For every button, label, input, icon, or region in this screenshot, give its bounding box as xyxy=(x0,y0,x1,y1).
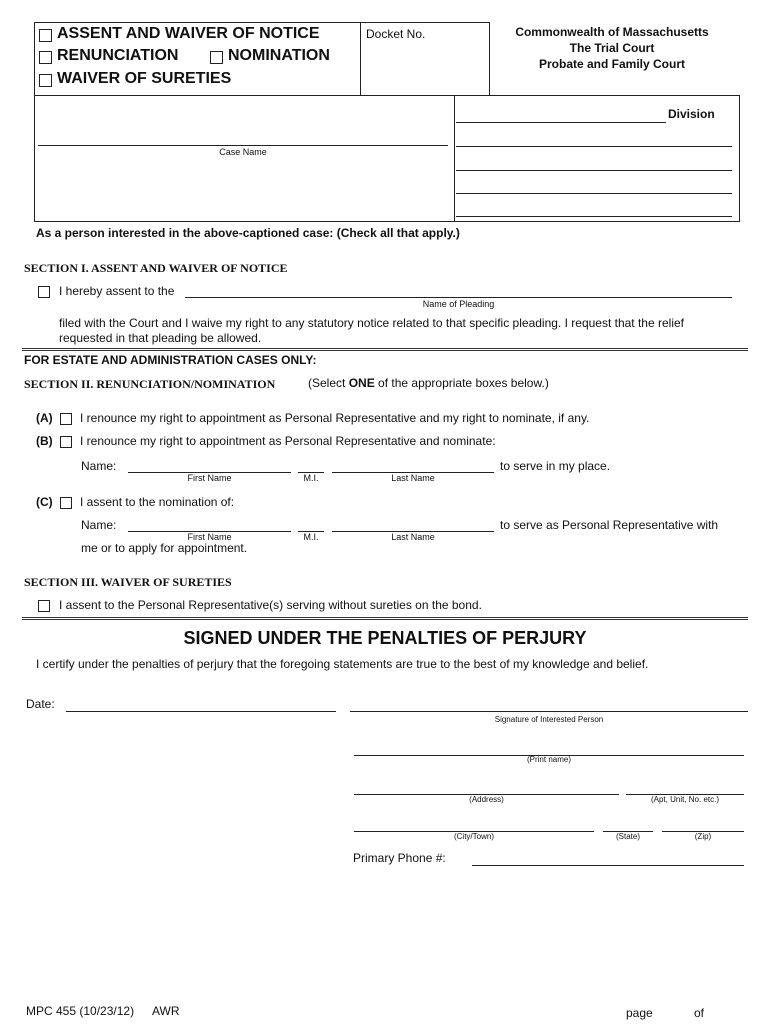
caption-divider xyxy=(454,95,455,222)
option-c-name-label: Name: xyxy=(81,518,117,532)
section1-title: SECTION I. ASSENT AND WAIVER OF NOTICE xyxy=(24,261,288,275)
section3-checkbox[interactable] xyxy=(38,600,50,612)
case-caption-line-4[interactable] xyxy=(456,216,732,217)
nomination-option: NOMINATION xyxy=(228,47,330,64)
page-label: page xyxy=(626,1006,653,1020)
waiver-sureties-checkbox[interactable] xyxy=(39,74,52,87)
option-b-suffix: to serve in my place. xyxy=(500,459,611,473)
section2-select-note xyxy=(308,376,549,390)
option-b-last-name-label: Last Name xyxy=(391,473,435,483)
date-input-line[interactable] xyxy=(66,711,336,712)
certify-text: I certify under the penalties of perjury that the foregoing statements are true to the best of my knowledge and belief. xyxy=(36,657,649,671)
waiver-sureties-option: WAIVER OF SURETIES xyxy=(57,70,232,87)
pleading-input-line[interactable] xyxy=(185,297,732,298)
state-label: (State) xyxy=(615,832,640,841)
select-note-post: of the appropriate boxes below.) xyxy=(374,376,549,390)
renunciation-option: RENUNCIATION xyxy=(57,47,179,64)
section1-assent-text: I hereby assent to the xyxy=(59,284,175,298)
signature-label: Signature of Interested Person xyxy=(494,715,604,724)
print-name-label: (Print name) xyxy=(526,755,571,764)
court-line-probate: Probate and Family Court xyxy=(538,57,686,71)
intro-text: As a person interested in the above-captioned case: (Check all that apply.) xyxy=(36,226,460,240)
section3-title: SECTION III. WAIVER OF SURETIES xyxy=(24,575,232,589)
option-c-label: (C) xyxy=(36,495,53,509)
assent-waiver-option: ASSENT AND WAIVER OF NOTICE xyxy=(57,25,320,42)
option-a-text: I renounce my right to appointment as Personal Representative and my right to nominate, if any. xyxy=(80,411,590,425)
perjury-heading: SIGNED UNDER THE PENALTIES OF PERJURY xyxy=(183,628,587,648)
option-c-first-name-label: First Name xyxy=(187,532,232,542)
option-b-text: I renounce my right to appointment as Personal Representative and nominate: xyxy=(80,434,496,448)
case-name-label: Case Name xyxy=(219,147,267,157)
option-a-label: (A) xyxy=(36,411,53,425)
court-line-commonwealth: Commonwealth of Massachusetts xyxy=(515,25,709,39)
case-caption-line-3[interactable] xyxy=(456,193,732,194)
option-c-last-name-label: Last Name xyxy=(391,532,435,542)
date-label: Date: xyxy=(26,697,55,711)
case-name-input-line[interactable] xyxy=(38,145,448,146)
court-name xyxy=(500,24,724,72)
option-b-label: (B) xyxy=(36,434,53,448)
section3-text: I assent to the Personal Representative(s) serving without sureties on the bond. xyxy=(59,598,482,612)
option-c-text: I assent to the nomination of: xyxy=(80,495,235,509)
select-note-pre: (Select xyxy=(308,376,349,390)
renunciation-checkbox[interactable] xyxy=(39,51,52,64)
form-id: MPC 455 (10/23/12) xyxy=(26,1004,135,1018)
section1-checkbox[interactable] xyxy=(38,286,50,298)
signature-line[interactable] xyxy=(350,711,748,712)
option-c-checkbox[interactable] xyxy=(60,497,72,509)
section-divider-2 xyxy=(22,617,748,620)
pleading-label: Name of Pleading xyxy=(422,299,495,309)
of-label: of xyxy=(694,1006,705,1020)
zip-label: (Zip) xyxy=(694,832,712,841)
section1-body-line1: filed with the Court and I waive my right to any statutory notice related to that specific pleading. I request that the relief xyxy=(59,316,685,330)
option-b-first-name-label: First Name xyxy=(187,473,232,483)
option-c-mi-label: M.I. xyxy=(303,532,319,542)
section-divider-1 xyxy=(22,348,748,351)
case-caption-box xyxy=(34,95,740,222)
option-b-mi-label: M.I. xyxy=(303,473,319,483)
option-b-name-label: Name: xyxy=(81,459,117,473)
option-b-checkbox[interactable] xyxy=(60,436,72,448)
option-a-checkbox[interactable] xyxy=(60,413,72,425)
form-code: AWR xyxy=(152,1004,180,1018)
option-c-line2: me or to apply for appointment. xyxy=(81,541,248,555)
address-label: (Address) xyxy=(469,795,504,804)
docket-label: Docket No. xyxy=(366,27,426,41)
estate-only-heading: FOR ESTATE AND ADMINISTRATION CASES ONLY: xyxy=(24,353,317,367)
section2-title: SECTION II. RENUNCIATION/NOMINATION xyxy=(24,377,276,391)
docket-number-field[interactable] xyxy=(362,44,488,92)
assent-waiver-checkbox[interactable] xyxy=(39,29,52,42)
division-label: Division xyxy=(668,107,715,121)
court-line-trial-court: The Trial Court xyxy=(569,41,655,55)
case-caption-line-2[interactable] xyxy=(456,170,732,171)
option-c-suffix: to serve as Personal Representative with xyxy=(500,518,719,532)
phone-label: Primary Phone #: xyxy=(353,851,446,865)
section1-body-line2: requested in that pleading be allowed. xyxy=(59,331,262,345)
apt-label: (Apt, Unit, No. etc.) xyxy=(650,795,720,804)
nomination-checkbox[interactable] xyxy=(210,51,223,64)
phone-input-line[interactable] xyxy=(472,865,744,866)
select-note-one: ONE xyxy=(348,376,375,390)
city-label: (City/Town) xyxy=(453,832,494,841)
case-caption-line-1[interactable] xyxy=(456,146,732,147)
division-input-line[interactable] xyxy=(456,122,666,123)
